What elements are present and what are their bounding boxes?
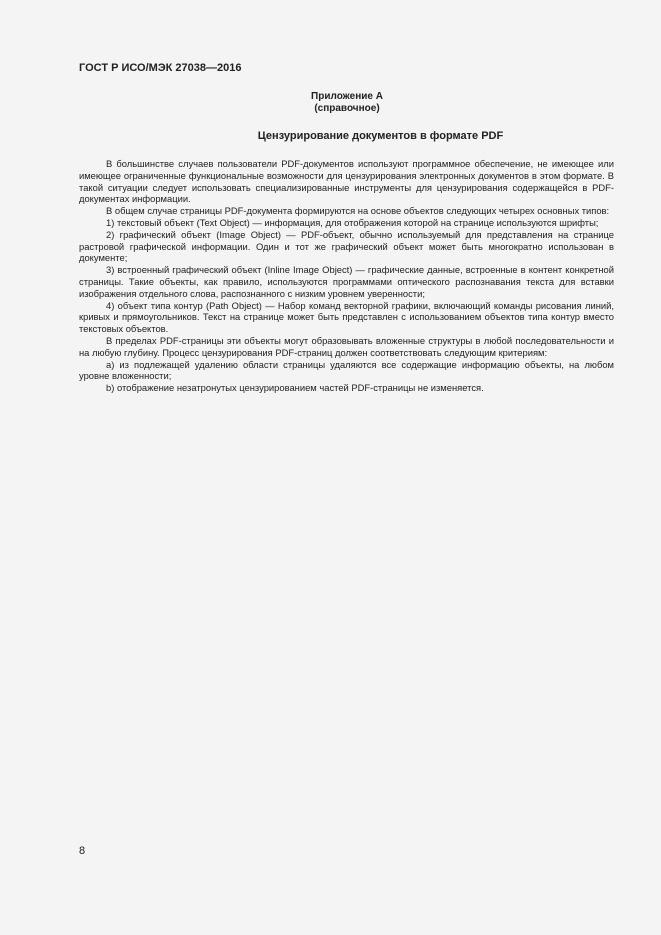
appendix-label: Приложение А	[311, 91, 383, 102]
body-text	[79, 158, 614, 394]
appendix-note: (справочное)	[314, 103, 380, 114]
list-item: b) отображение незатронутых цензурированием частей PDF-страницы не изменяется.	[106, 382, 484, 394]
page-number: 8	[79, 845, 86, 857]
list-item: 2) графический объект (Image Object) — PDF-объект, обычно используемый для представления на странице растровой графической информации. Один и тот же графический объект может быть многократно использован в документе;	[79, 228, 614, 264]
list-item: 3) встроенный графический объект (Inline Image Object) — графические данные, встроенные в контент конкретной страницы. Такие объекты, как правило, используются программами оптического распознавания текста для вставки изображения отдельного слова, распознанного с низким уровнем уверенности;	[79, 264, 614, 299]
list-item: 4) объект типа контур (Path Object) — Набор команд векторной графики, включающий команды рисования линий, кривых и прямоугольников. Текст на странице может быть представлен с использованием объектов типа контур вместо текстовых объектов.	[79, 299, 614, 335]
list-item: а) из подлежащей удалению области страницы удаляются все содержащие информацию объекты, на любом уровне вложенности;	[79, 358, 614, 382]
paragraph: В большинстве случаев пользователи PDF-документов используют программное обеспечение, не имеющее или имеющее ограниченные функциональные возможности для цензурирования электронных документов в этом формате. В такой ситуации следует использовать специализированные инструменты для цензурирования содержащейся в PDF-документах информации.	[79, 158, 614, 205]
appendix-heading	[300, 91, 394, 115]
paragraph: В общем случае страницы PDF-документа формируются на основе объектов следующих четырех основных типов:	[106, 205, 610, 217]
standard-header: ГОСТ Р ИСО/МЭК 27038—2016	[79, 62, 242, 74]
section-title: Цензурирование документов в формате PDF	[257, 130, 504, 142]
list-item: 1) текстовый объект (Text Object) — информация, для отображения которой на странице используются шрифты;	[106, 216, 599, 228]
paragraph: В пределах PDF-страницы эти объекты могут образовывать вложенные структуры в любой последовательности и на любую глубину. Процесс цензурирования PDF-страниц должен соответствовать следующим критериям:	[79, 334, 614, 358]
